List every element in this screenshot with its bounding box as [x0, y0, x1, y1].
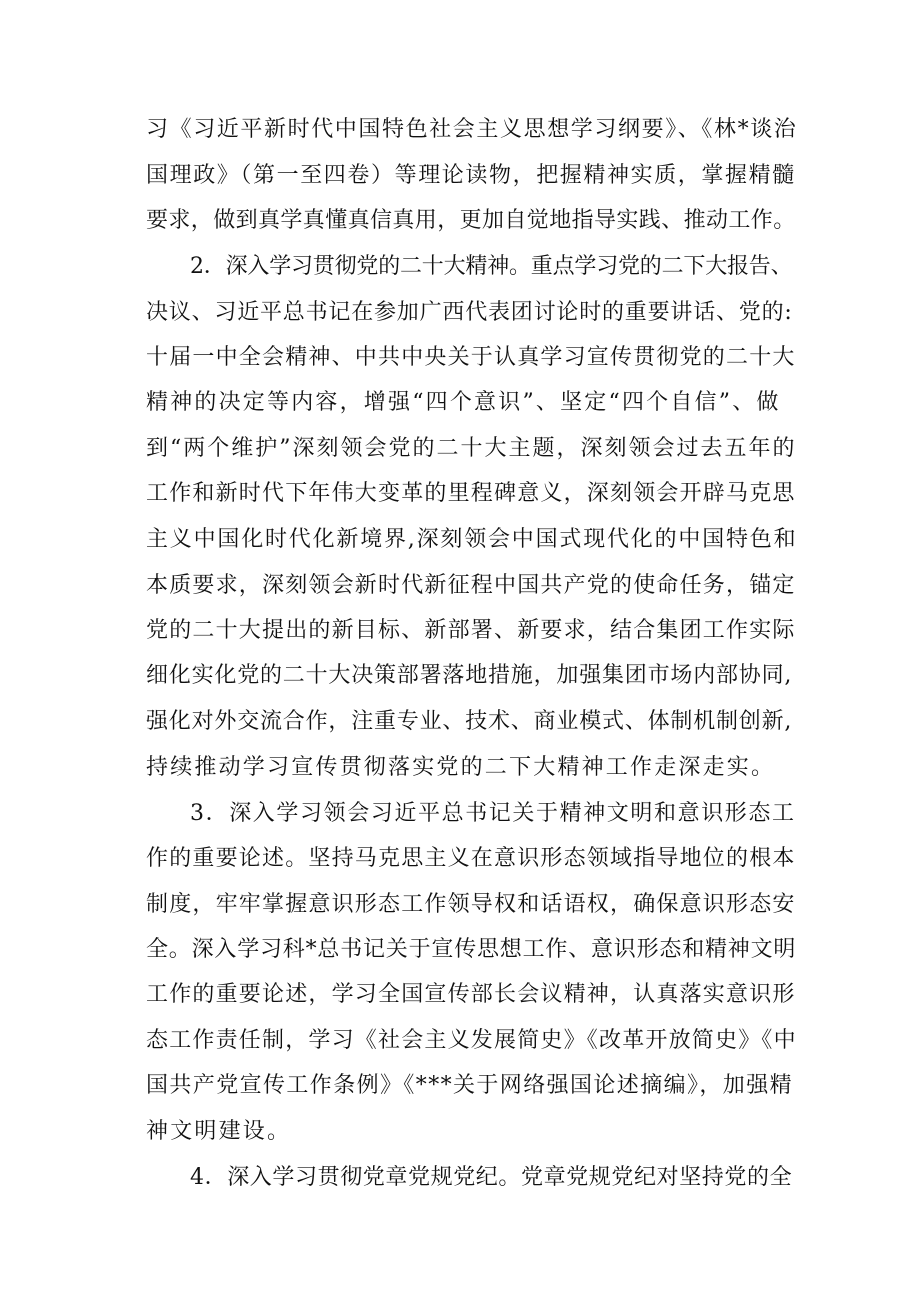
text-line: 国共产党宣传工作条例》《***关于网络强国论述摘编》，加强精 — [146, 1073, 794, 1098]
paragraph-heading-3: 3．深入学习领会习近平总书记关于精神文明和意识形态工 — [190, 801, 796, 826]
text-line: 习《习近平新时代中国特色社会主义思想学习纲要》、《林*谈治 — [146, 117, 798, 142]
text-line: 细化实化党的二十大决策部署落地措施，加强集团市场内部协同, — [146, 663, 793, 688]
text-line: 神文明建设。 — [146, 1119, 292, 1144]
text-line: 决议、习近平总书记在参加广西代表团讨论时的重要讲话、党的: — [146, 300, 793, 325]
text-line: 持续推动学习宣传贯彻落实党的二下大精神工作走深走实。 — [146, 755, 776, 780]
text-line: 全。深入学习科*总书记关于宣传思想工作、意识形态和精神文明 — [146, 937, 797, 962]
text-line: 工作的重要论述，学习全国宣传部长会议精神，认真落实意识形 — [146, 982, 796, 1007]
text-line: 态工作责任制，学习《社会主义发展简史》《改革开放简史》《中 — [146, 1028, 797, 1053]
text-line: 党的二十大提出的新目标、新部署、新要求，结合集团工作实际 — [146, 618, 796, 643]
text-line: 主义中国化时代化新境界,深刻领会中国式现代化的中国特色和 — [146, 527, 798, 552]
paragraph-heading-4: 4．深入学习贯彻党章党规党纪。党章党规党纪对坚持党的全 — [190, 1165, 793, 1190]
text-line: 国理政》（第一至四卷）等理论读物，把握精神实质，掌握精髓 — [146, 163, 796, 188]
text-line: 强化对外交流合作，注重专业、技术、商业模式、体制机制创新, — [146, 709, 793, 734]
text-line: 要求，做到真学真懂真信真用，更加自觉地指导实践、推动工作。 — [146, 208, 796, 233]
paragraph-heading-2: 2．深入学习贯彻党的二十大精神。重点学习党的二下大报告、 — [190, 254, 793, 279]
text-line: 十届一中全会精神、中共中央关于认真学习宣传贯彻党的二十大 — [146, 345, 796, 370]
text-line: 工作和新时代下年伟大变革的里程碑意义，深刻领会开辟马克思 — [146, 481, 796, 506]
text-line: 精神的决定等内容，增强“四个意识”、坚定“四个自信”、做 — [146, 390, 781, 415]
text-line: 制度，牢牢掌握意识形态工作领导权和话语权，确保意识形态安 — [146, 892, 796, 917]
text-line: 到“两个维护”深刻领会党的二十大主题，深刻领会过去五年的 — [146, 436, 797, 461]
text-line: 作的重要论述。坚持马克思主义在意识形态领域指导地位的根本 — [146, 846, 796, 871]
text-line: 本质要求，深刻领会新时代新征程中国共产党的使命任务，锚定 — [146, 573, 796, 598]
